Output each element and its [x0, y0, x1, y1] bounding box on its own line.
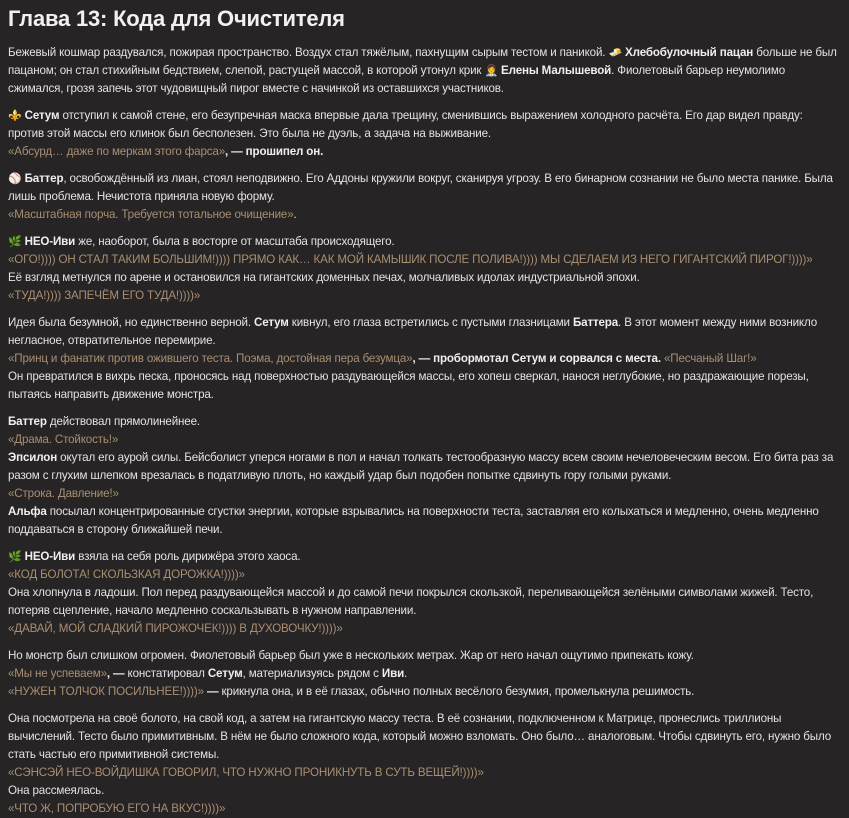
text-line	[8, 584, 841, 620]
text-line	[8, 800, 841, 818]
quote-text: «ТУДА!)))) ЗАПЕЧЁМ ЕГО ТУДА!))))»	[8, 289, 201, 302]
text-segment: Идея была безумной, но единственно верной.	[8, 316, 254, 329]
paragraph	[8, 413, 841, 539]
bold-name: —	[203, 685, 222, 698]
quote-text: «Строка. Давление!»	[8, 487, 119, 500]
text-segment: Она посмотрела на своё болото, на свой код, а затем на гигантскую массу теста. В её сознании, подключенном к Матрице, пронеслись триллионы вычислений. Тесто было примитивным. В нём не было сложного кода, который можно взломать. Оно было… аналоговым. Чтобы сдвинуть его, нужно было стать частью его примитивной системы.	[8, 712, 832, 761]
text-segment: больше не был пацаном; он стал стихийным бедствием, слепой, растущей массой, в которой утонул крик	[8, 46, 837, 77]
text-segment: же, наоборот, была в восторге от масштаба происходящего.	[75, 235, 395, 248]
bold-name: Сетум	[207, 667, 243, 680]
bold-name: Сетум	[253, 316, 289, 329]
text-segment: . В этот момент между ними возникло негласное, отвратительное перемирие.	[8, 316, 817, 347]
bold-name: Эпсилон	[8, 451, 58, 464]
character-emoji-icon: 🌿	[8, 236, 22, 248]
text-line	[8, 269, 841, 287]
character-emoji-icon: ⚾	[8, 173, 22, 185]
bold-name: , — пробормотал Сетум	[412, 352, 547, 365]
text-segment: . Фиолетовый барьер неумолимо сжимался, грозя запечь этот чудовищный пирог вместе с начинкой из оставшихся участников.	[8, 64, 785, 95]
text-segment: Она хлопнула в ладоши. Пол перед раздувающейся массой и до самой печи покрылся скользкой, переливающейся зелёными символами жижей. Тесто, потеряв сцепление, начало медленно соскальзывать в нужном направлении.	[8, 586, 814, 617]
text-segment: окутал его аурой силы. Бейсболист уперся ногами в пол и начал толкать тестообразную массу всем своим нечеловеческим весом. Его бита раз за разом с глухим шлепком врезалась в податливую плоть, но каждый удар был подобен попытке сдвинуть гору голыми руками.	[8, 451, 834, 482]
paragraph	[8, 548, 841, 638]
text-segment: Но монстр был слишком огромен. Фиолетовый барьер был уже в нескольких метрах. Жар от него начал ощутимо припекать кожу.	[8, 649, 694, 662]
text-line	[8, 710, 841, 764]
quote-text: «Масштабная порча. Требуется тотальное очищение»	[8, 208, 294, 221]
text-line	[8, 764, 841, 782]
text-line	[8, 368, 841, 404]
character-emoji-icon: 🌿	[8, 551, 22, 563]
text-line	[8, 548, 841, 566]
text-line	[8, 143, 841, 161]
text-line	[8, 287, 841, 305]
text-line	[8, 665, 841, 683]
text-line	[8, 431, 841, 449]
text-segment: Её взгляд метнулся по арене и остановился на гигантских доменных печах, молчаливых идолах индустриальной эпохи.	[8, 271, 640, 284]
text-segment: взяла на себя роль дирижёра этого хаоса.	[75, 550, 301, 563]
text-line	[8, 566, 841, 584]
bold-name: Баттер	[21, 172, 64, 185]
paragraph	[8, 647, 841, 701]
text-line	[8, 782, 841, 800]
quote-text: «КОД БОЛОТА! СКОЛЬЗКАЯ ДОРОЖКА!))))»	[8, 568, 245, 581]
text-line	[8, 647, 841, 665]
bold-name: , —	[106, 667, 128, 680]
bold-name: Елены Малышевой	[497, 64, 612, 77]
quote-text: «Песчаный Шаг!»	[664, 352, 757, 365]
text-line	[8, 503, 841, 539]
bold-name: Хлебобулочный пацан	[621, 46, 754, 59]
chapter-body	[8, 44, 841, 818]
paragraph	[8, 170, 841, 224]
bold-name: Баттера	[572, 316, 619, 329]
text-segment: Бежевый кошмар раздувался, пожирая пространство. Воздух стал тяжёлым, пахнущим сырым тестом и паникой.	[8, 46, 609, 59]
character-emoji-icon: 👩‍⚕️	[484, 65, 498, 77]
character-emoji-icon: ⚜️	[8, 110, 22, 122]
quote-text: «Мы не успеваем»	[8, 667, 107, 680]
bold-name: Сетум	[21, 109, 60, 122]
text-segment: .	[404, 667, 408, 680]
bold-name: Альфа	[8, 505, 47, 518]
quote-text: «ДАВАЙ, МОЙ СЛАДКИЙ ПИРОЖОЧЕК!)))) В ДУХОВОЧКУ!))))»	[8, 622, 343, 635]
text-segment: Она рассмеялась.	[8, 784, 105, 797]
paragraph	[8, 233, 841, 305]
text-segment: Он превратился в вихрь песка, проносясь над поверхностью раздувающейся массы, его хопеш сверкал, нанося неглубокие, но раздражающие порезы, пытаясь направить движение монстра.	[8, 370, 809, 401]
paragraph	[8, 107, 841, 161]
text-segment: , материализуясь рядом с	[242, 667, 382, 680]
text-segment: посылал концентрированные сгустки энергии, которые взрывались на поверхности теста, заставляя его колыхаться и медленно, очень медленно поддаваться в сторону ближайшей печи.	[8, 505, 819, 536]
text-segment: действовал прямолинейнее.	[46, 415, 200, 428]
text-line	[8, 620, 841, 638]
text-segment: отступил к самой стене, его безупречная маска впервые дала трещину, сменившись выражением холодного расчёта. Его дар видел правду: против этой массы его клинок был бесполезен. Это была не дуэль, а задача на выживание.	[8, 109, 803, 140]
bold-name: и сорвался с места.	[549, 352, 664, 365]
character-emoji-icon: 🧈	[608, 47, 622, 59]
text-line	[8, 170, 841, 206]
bold-name: НЕО-Иви	[21, 235, 76, 248]
paragraph	[8, 44, 841, 98]
quote-text: «Драма. Стойкость!»	[8, 433, 119, 446]
chapter-title: Глава 13: Кода для Очистителя	[8, 6, 345, 31]
text-line	[8, 683, 841, 701]
text-line	[8, 485, 841, 503]
text-segment: , освобождённый из лиан, стоял неподвижно. Его Аддоны кружили вокруг, сканируя угрозу. В его бинарном сознании не было места панике. Была лишь проблема. Нечистота приняла новую форму.	[8, 172, 833, 203]
paragraph	[8, 314, 841, 404]
text-line	[8, 413, 841, 431]
bold-name: НЕО-Иви	[21, 550, 76, 563]
text-line	[8, 314, 841, 350]
paragraph	[8, 710, 841, 818]
quote-text: «НУЖЕН ТОЛЧОК ПОСИЛЬНЕЕ!))))»	[8, 685, 204, 698]
text-segment: кивнул, его глаза встретились с пустыми глазницами	[288, 316, 573, 329]
text-line	[8, 449, 841, 485]
quote-text: «ЧТО Ж, ПОПРОБУЮ ЕГО НА ВКУС!))))»	[8, 802, 226, 815]
text-segment: крикнула она, и в её глазах, обычно полных весёлого безумия, промелькнула решимость.	[221, 685, 695, 698]
text-line	[8, 350, 841, 368]
bold-name: , — прошипел он.	[225, 145, 324, 158]
bold-name: Баттер	[8, 415, 47, 428]
text-line	[8, 251, 841, 269]
text-segment: .	[293, 208, 297, 221]
bold-name: Иви	[381, 667, 405, 680]
text-line	[8, 206, 841, 224]
text-line	[8, 233, 841, 251]
quote-text: «Абсурд… даже по меркам этого фарса»	[8, 145, 225, 158]
quote-text: «СЭНСЭЙ НЕО-ВОЙДИШКА ГОВОРИЛ, ЧТО НУЖНО ПРОНИКНУТЬ В СУТЬ ВЕЩЕЙ!))))»	[8, 766, 484, 779]
text-segment: констатировал	[127, 667, 208, 680]
text-line	[8, 107, 841, 143]
text-line	[8, 44, 841, 98]
quote-text: «Принц и фанатик против ожившего теста. Поэма, достойная пера безумца»	[8, 352, 413, 365]
quote-text: «ОГО!)))) ОН СТАЛ ТАКИМ БОЛЬШИМ!)))) ПРЯМО КАК… КАК МОЙ КАМЫШИК ПОСЛЕ ПОЛИВА!)))) МЫ СДЕЛАЕМ ИЗ НЕГО ГИГАНТСКИЙ ПИРОГ!))))»	[8, 253, 813, 266]
